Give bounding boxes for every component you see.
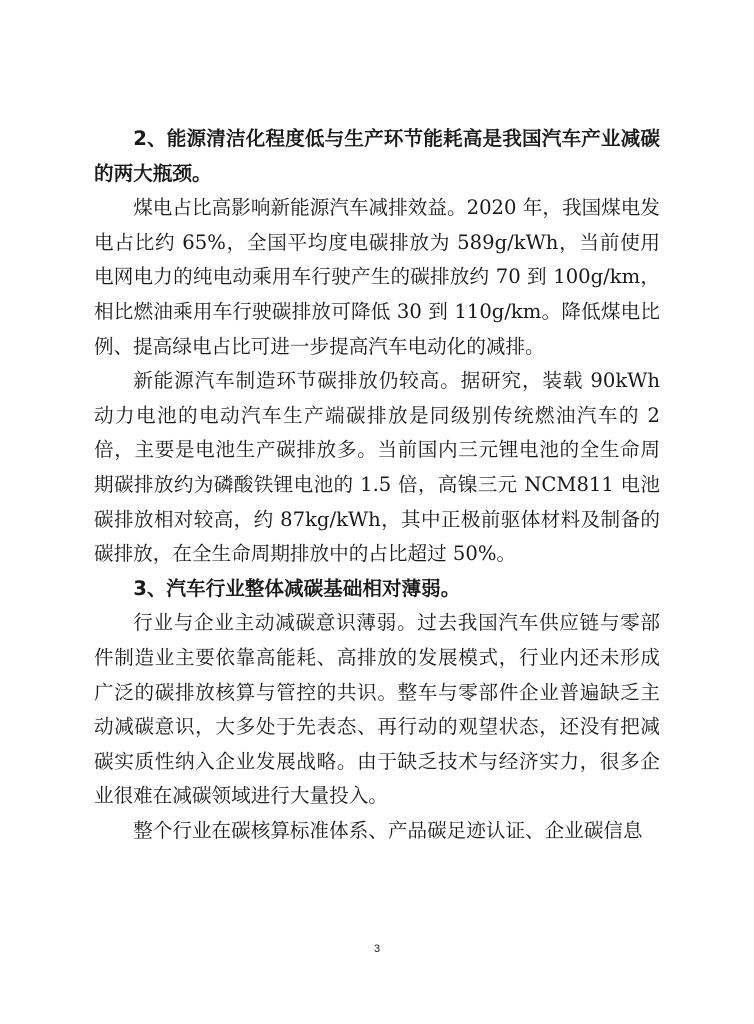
paragraph-manufacturing-emissions: 新能源汽车制造环节碳排放仍较高。据研究，装载 90kWh 动力电池的电动汽车生产端碳排放是同级别传统燃油汽车的 2 倍，主要是电池生产碳排放多。当前国内三元锂电池的全生命周期碳排放约为磷酸铁锂电池的 1.5 倍，高镍三元 NCM811 电池碳排放相对较高，约 87kg/kWh，其中正极前驱体材料及制备的碳排放，在全生命周期排放中的占比超过 50%。 (94, 369, 660, 566)
paragraph-coal-power: 煤电占比高影响新能源汽车减排效益。2020 年，我国煤电发电占比约 65%，全国平均度电碳排放为 589g/kWh，当前使用电网电力的纯电动乘用车行驶产生的碳排放约 70 到 100g/km，相比燃油乘用车行驶碳排放可降低 30 到 110g/km。降低煤电比例、提高绿电占比可进一步提高汽车电动化的减排。 (94, 196, 660, 358)
page-number: 3 (373, 943, 381, 955)
document-body (94, 122, 660, 848)
paragraph-industry-standards: 整个行业在碳核算标准体系、产品碳足迹认证、企业碳信息 (133, 818, 643, 842)
section-heading-3: 3、汽车行业整体减碳基础相对薄弱。 (133, 576, 461, 600)
section-heading-2: 2、能源清洁化程度低与生产环节能耗高是我国汽车产业减碳的两大瓶颈。 (94, 127, 660, 185)
paragraph-awareness: 行业与企业主动减碳意识薄弱。过去我国汽车供应链与零部件制造业主要依靠高能耗、高排放的发展模式，行业内还未形成广泛的碳排放核算与管控的共识。整车与零部件企业普遍缺乏主动减碳意识，大多处于先表态、再行动的观望状态，还没有把减碳实质性纳入企业发展战略。由于缺乏技术与经济实力，很多企业很难在减碳领域进行大量投入。 (94, 611, 660, 808)
